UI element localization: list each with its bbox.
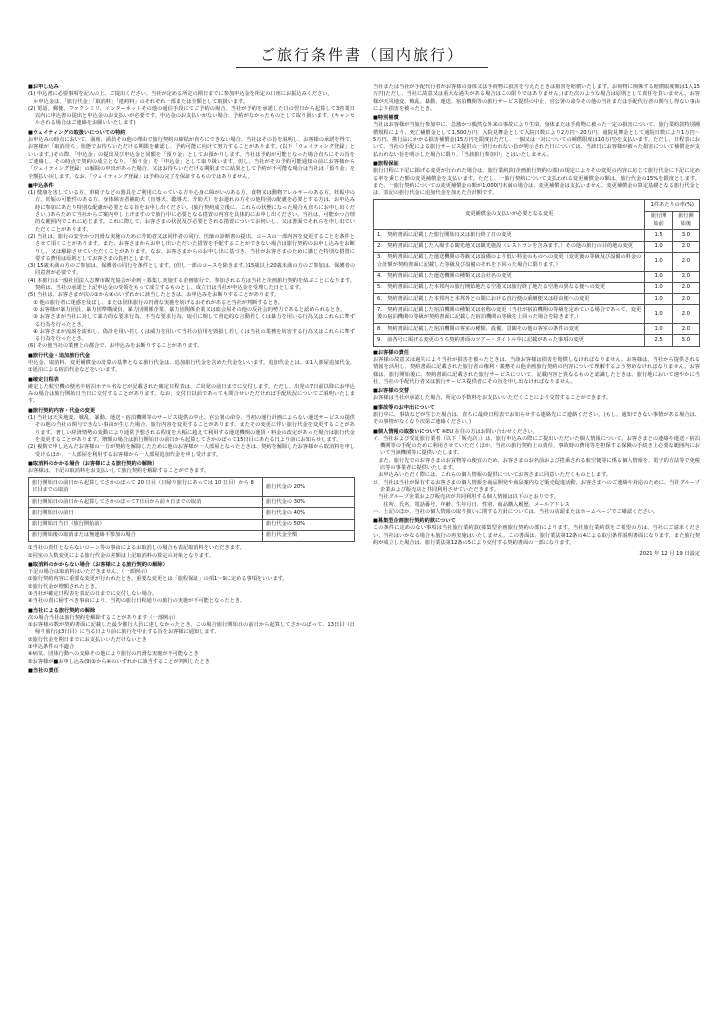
table-cell: 2.0 [672, 324, 699, 335]
table-cell: 1.0 [645, 324, 672, 335]
table-row [29, 508, 355, 519]
paragraph: ①お客様の数が契約書面に記載した最少催行人員に達しなかったとき。この場合旅行開始日の前日から起算してさかのぼって、13日目（日帰り旅行は3日目）に当る日より前に旅行を中止する旨をお客様に通知します。 [28, 622, 355, 636]
section-no-cancel-fee [28, 562, 355, 606]
heading-note: ※EU 在住の方はお問い合わせください。 [441, 428, 538, 435]
table-cell: 2.0 [672, 294, 699, 305]
table-cell: 1.5 [645, 230, 672, 241]
table-cell: 6. 契約書面に記載した本邦内と本邦外との間における直行便の乗継便又は経由便への変更 [374, 294, 645, 305]
table-header-row [374, 200, 700, 211]
paragraph: (2) 当社は、旅行の安全かつ円滑な実施のために介助者又は同伴者の同行、医師の診断書の提出、コースの一部内容を変更することを条件とさせて頂くことがあります。また、お客さまからお申し出いただいた措置を手配することができない場合は旅行契約のお申し込みをお断りし、又は解除させていただくことがあります。なお、お客さまからのお申し出に基づき、当社がお客さまのために講じた特別な措置に要する費用は原則としてお客さまの負担とします。 [28, 233, 355, 262]
table-cell: 1.0 [645, 252, 672, 271]
section-privacy [373, 429, 700, 517]
table-cell: 旅行開始日当日（旅行開始前） [29, 519, 263, 530]
table-row [374, 294, 700, 305]
paragraph: 下記の場合は取消料はいただきません。（一部例示） [28, 569, 151, 576]
table-cell: 1.0 [645, 294, 672, 305]
table-cell: 5. 契約書面に記載した本邦内の旅行開始地たる空港又は旅行終了地たる空港の異なる便への変更 [374, 282, 645, 293]
paragraph: ① 他の旅行者に迷惑を及ぼし、または団体旅行の円滑な実施を妨げるおそれがあると当社が判断するとき。 [28, 299, 284, 306]
table-cell: 2.0 [672, 252, 699, 271]
section-company-cancel [28, 608, 355, 666]
section-heading: ■ 特別補償 [373, 115, 700, 122]
table-cell: 旅行代金全額 [263, 530, 355, 541]
section-customer-responsibility [373, 350, 700, 386]
table-cell: 2.0 [672, 305, 699, 324]
paragraph: (2) 電話、郵便、ファクシミリ、インターネットその他の通信手段にてご予約の場合、当社が予約を承諾した日の翌日から起算して3営業日以内に申込書の提出と申込金のお支払いが必要です。申込金のお支払いがない場合、予約がなかったものとして取り扱います。(キャンセルされる場合はご連絡をお願いいたします) [28, 105, 355, 127]
section-heading: ■ 事故等のお申出について [373, 405, 700, 412]
paragraph: (2) 複数で申し込んだお客様の一方が契約を解除したために他のお客様が一人部屋となったときは、契約を解除したお客様から取消料を申し受けるほか、一人部屋を利用するお客様から一人部屋追加代金を申し受けます。 [28, 444, 355, 458]
section-responsibility-cont [373, 84, 700, 113]
title-bar [0, 44, 724, 68]
document-title: ご旅行条件書（国内旅行） [236, 44, 488, 68]
guarantee-table [373, 199, 700, 346]
section-heading: ■ 個人情報の取扱いについて [373, 429, 440, 435]
section-heading: ■ 取消料のかかる場合（お客様による旅行契約の解除） [28, 461, 355, 468]
table-cell: 旅行開始日の前日 [29, 508, 263, 519]
paragraph: ④病気、団体行動への支障その他により旅行の円滑な実施が不可能なとき [28, 651, 199, 658]
section-heading: ■ 旅行代金・追加旅行代金 [28, 353, 355, 360]
table-cell: 旅行開始日の前日から起算してさかのぼって7日目から前々日までの取消 [29, 497, 263, 508]
table-cell: 1.0 [645, 282, 672, 293]
section-heading: ■ ウェイティングの取扱いについての特約 [28, 130, 355, 137]
table-header: 変更補償金の支払いが必要となる変更 [374, 200, 645, 230]
paragraph: お申込みの時点において、満席、満員その他の理由で旅行契約の締結が直ちにできない場合、当社はその旨を説明し、お客様の承諾を得て、お客様が「取消待ち」状態でお待ちいただける期限を確認し、予約可能に向けて努力することがあります。(以下「ウェイティング登録」といいます。)その際、「申込金」の提出及び申込金と同額を「預り金」としてお預かりします。当社は予約が可能となった場合直ちにその旨をご連絡し、その時点で契約の成立となり、「預り金」を「申込金」として取り扱います。但し、当社がその予約可能通知の前にお客様から「ウェイティング登録」の解除の申出があった場合、又はお待ちいただける期限までに結果として予約が不可能な場合は当社は「預り金」を全額払い戻します。なお、「ウェイティング登録」は予約の完了を保証するものではありません。 [28, 137, 355, 180]
paragraph: 当社グループ企業および販売店が共同利用する個人情報は以下のとおりです。 [373, 494, 559, 501]
paragraph: ハ．上記のほか、当社の個人情報の取り扱いに関する方針については、当社の店頭またはホームページでご確認ください。 [373, 508, 659, 515]
table-row [374, 230, 700, 241]
paragraph: (6) その他当社の業務上の都合で、お申込みをお断りすることがあります。 [28, 343, 203, 350]
section-company-responsibility [28, 668, 355, 675]
table-cell: 旅行代金の 50% [263, 519, 355, 530]
paragraph: ②旅行代金が増額されたとき。 [28, 583, 100, 590]
left-column [28, 84, 355, 1006]
paragraph: 確定した航空機の便名や宿泊ホテル名などが記載された確定日程表は、ご出発の前日までに交付します。ただし、出発の7日前以降にお申込みの場合は旅行開始日当日に交付することがあります。なお、交付日以前であっても問合せいただければ手配状況についてご説明いたします。 [28, 383, 355, 405]
table-cell: 9. 前各号に掲げる変更のうち契約書面のツアー・タイトル中に記載があった事項の変更 [374, 335, 645, 346]
table-cell: 旅行代金の 30% [263, 497, 355, 508]
table-row [374, 305, 700, 324]
paragraph: ＊申込金は、「旅行代金」「取消料」「違約料」のそれぞれ一部または全額として取扱います。 [28, 98, 249, 105]
table-header: 旅行開始後 [672, 211, 699, 230]
section-itinerary-guarantee [373, 161, 700, 347]
paragraph: 旅行日程に下記に掲げる変更が行われた場合は、旅行業約款(企画旅行契約の部)の規定によりその変更の内容に応じて旅行代金に下記に定める率を乗じた額の変更補償金を支払います。ただし、一旅行契約について支払われる変更補償金の額は、旅行代金の15%を限度とします。また、一旅行契約についての変更補償金の額が1,000円未満の場合は、変更補償金は支払いません。変更補償金の算定基礎となる旅行代金とは、表記の旅行代金に追加代金を加えた合計額です。 [373, 168, 700, 197]
paragraph: お客様は当社が承認した場合、所定の手数料をお支払いいただくことにより交替することができます。 [373, 395, 612, 402]
table-cell: 旅行代金の 20% [263, 478, 355, 497]
section-heading: ■ 当社による旅行契約の解除 [28, 608, 355, 615]
section-contract-change [28, 408, 355, 459]
table-cell: 1.0 [645, 305, 672, 324]
paragraph: ⑤お客様が■お申し込み(9)①から④のいずれかに該当することが判明したとき [28, 658, 210, 665]
table-row [374, 271, 700, 282]
table-row [29, 519, 355, 530]
section-final-itinerary [28, 377, 355, 406]
paragraph: また、旅行先でのお客さまのお買物等の便宜のため、お客さまのお名前および搭乗される航空便等に係る個人情報を、電子的方法等で免税店等の事業者に提供いたします。 [373, 457, 700, 472]
section-heading: ■ 募集型企画旅行契約約款について [373, 518, 700, 525]
paragraph: お客様は、下記の取消料をお支払いして旅行契約を解除することができます。 [28, 468, 210, 475]
section-waiting [28, 130, 355, 181]
table-cell: 2. 契約書面に記載した入場する観光地又は観光施設（レストランを含みます。）その他の旅行の目的地の変更 [374, 241, 645, 252]
section-cancel-fees [28, 461, 355, 560]
table-row [374, 241, 700, 252]
section-conditions [28, 183, 355, 351]
paragraph: 旅行中に、事故などが生じた場合は、直ちに最終日程表でお知らせする連絡先にご連絡ください。(もし、通知できない事情がある場合は、その事情がなくなり次第ご連絡ください。) [373, 411, 700, 426]
paragraph: (1) 当社は天災地変、戦乱、暴動、運送・宿泊機関等のサービス提供の中止、官公署の命令、当初の運行計画によらない運送サービスの提供その他の当社の関与できない事由が生じた場合、旅行内容を変更することがあります。またその変更に伴い旅行代金を変更することがあります。著しい経済情勢の変動により通常予想される程度を大幅に超えて利用する運送機関の運賃・料金の改定があった場合は旅行代金を変更することがあります。増額の場合は旅行開始日の前日から起算してさかのぼって15日目にあたる日より前にお知らせします。 [28, 415, 355, 443]
paragraph: (3) 15歳未満の方のご参加は、保護者の同行を条件とします。(但し一部のコースを除きます。)15歳以上20歳未満の方のご参加は、保護者の同意書が必要です。 [28, 263, 355, 277]
section-special-compensation [373, 115, 700, 159]
section-heading: ■ 取消料のかからない場合（お客様による旅行契約の解除） [28, 562, 355, 569]
paragraph: 当社はお客様が当旅行参加中に、急激かつ偶然な外来の事故により生命、身体または手荷物に被った一定の損害について、旅行業約款特別補償規程により、死亡補償金として1,500万円、入院見舞金として入院日数により2万円～20万円、通院見舞金として通院日数により1万円～5万円、携行品にかかる損害補償金(15万円を限度)(ただし、一個又は一対についての補償限度は10万円)を支払います。ただし、日程表において、当社の手配による旅行サービス提供の一切行われない旨が明示された日については、当該日にお客様が被った損害について補償金が支払われない旨を明示した場合に限り、「当該旅行参加中」とはいたしません。 [373, 122, 700, 158]
paragraph: 住所、氏名、電話番号、年齢、生年月日、性別、商品購入履歴、メールアドレス [373, 501, 570, 508]
table-cell: 2.0 [672, 241, 699, 252]
section-terms [373, 518, 700, 547]
document-body [28, 84, 700, 1006]
paragraph: 次の場合当社は旅行契約を解除することがあります（一部例示） [28, 614, 179, 621]
table-cell: 3. 契約書面に記載した運送機関の等級又は設備のより低い料金のものへの変更（変更後の等級及び設備の料金の合計額が契約書面に記載した等級及び設備のそれを下回った場合に限ります。） [374, 252, 645, 271]
section-heading: ■ 旅行契約内容・代金の変更 [28, 408, 355, 415]
paragraph: お申込みいただく際には、これらの個人情報の提供についてお客さまに同意いただくものとします。 [373, 472, 612, 479]
table-row [374, 282, 700, 293]
established-date: 2021 年 12 月 19 日設定 [639, 551, 700, 558]
table-row [29, 530, 355, 541]
table-cell: 3.0 [672, 230, 699, 241]
paragraph: ④当社の責に帰すべき事由により、当初の旅行日程通りの旅行の実施が不可能となったとき。 [28, 598, 246, 605]
paragraph: (1) 申込書に必要事項を記入の上、ご提出ください。当社が定める所定の期日までに参加申込金を所定の口座にお振込みください。 [28, 91, 333, 98]
table-cell: 2.0 [672, 282, 699, 293]
section-price [28, 353, 355, 375]
right-column [373, 84, 700, 1006]
table-cell: 1. 契約書面に記載した旅行開始日又は旅行終了日の変更 [374, 230, 645, 241]
paragraph: イ．当社および受託旅行業者（以下「販売店」）は、旅行申込みの際にご提出いただいた個人情報について、お客さまとの連絡や運送・宿泊機関等の手配のために利用させていただくほか、当社の旅行契約上の責任、事故時の費用等を担保する保険の手続き上必要な範囲内において当該機関等に提供いたします。 [373, 435, 700, 457]
table-cell: 2.5 [645, 335, 672, 346]
table-header: 1件あたりの率(%) [645, 200, 700, 211]
section-heading: ■ お申し込み [28, 84, 355, 91]
table-row [374, 335, 700, 346]
section-application [28, 84, 355, 128]
section-heading: ■ お客様の交替 [373, 388, 700, 395]
section-heading: ■ 当社の責任 [28, 668, 355, 675]
paragraph: (5) 当社は、お客さまが次の①から④のいずれかに該当したときは、お申込みをお断りすることがあります。 [28, 292, 280, 299]
paragraph: ②旅行代金を期日までにお支払いいただけないとき [28, 636, 147, 643]
paragraph: ④ お客さまが流説を流布し、偽計を用い若しくは威力を用いて当社の信用を毀損し若しくは当社の業務を妨害する行為又はこれらに準ずる行為を行ったとき。 [28, 328, 355, 343]
section-heading: ■ 確定日程表 [28, 377, 355, 384]
table-cell: 8. 契約書面に記載した宿泊機関の客室の種類、設備、景観その他の客室の条件の変更 [374, 324, 645, 335]
table-cell: 4. 契約書面に記載した運送機関の種類又は会社名の変更 [374, 271, 645, 282]
paragraph: お客様の故意又は過失により当社が損害を被ったときは、当該お客様は損害を賠償しなければなりません。お客様は、当社から提供される情報を活用し、契約書面に記載された旅行者の権利・義務その他企画旅行契約の内容について理解するよう努めなければなりません。お客様は、旅行開始後に、契約書面に記載された旅行サービスについて、記載内容と異なるものと認識したときは、旅行地において速やかに当社、当社の手配代行者又は旅行サービス提供者にその旨を申し出なければなりません。 [373, 356, 700, 385]
section-heading: ■ 申込条件 [28, 183, 355, 190]
paragraph: (4) 本旅行は一般社団法人志摩市観光協会が企画・募集し実施する企画旅行で、参加される方は当社と企画旅行契約を結ぶことになります。契約は、当社の承諾と上記申込金の受領をもって成立するものとし、成立日は当社が申込金を受理した日とします。 [28, 277, 355, 292]
table-row [374, 324, 700, 335]
paragraph: ③当社が確定日程表を表記の日までに交付しない場合。 [28, 591, 158, 597]
table-cell: 1.0 [645, 271, 672, 282]
cancel-fee-table [28, 477, 355, 542]
table-row [374, 252, 700, 271]
section-accident-report [373, 405, 700, 427]
table-cell: 5.0 [672, 335, 699, 346]
paragraph: ①当社の責任とならないローン等の事由によるお取消しの場合も表記取消料をいただきます。 [28, 545, 245, 552]
paragraph: 当社または当社が手配代行者がお客様の身体又は手荷物に損害を与えたときは損害を賠償いたします。お荷物に関係する賠償限度額は1人15万円(ただし、当社に故意又は重大な過失がある場合はこの限りではありません。)また次のような場合は原則として責任を負いません。お客様が天災地変、戦乱、暴動、運送、宿泊機関等の旅行サービス提供の中止、官公署の命令その他の当社または手配代行者の関与し得ない事由により損害を被ったとき。 [373, 84, 700, 112]
table-cell: 2.0 [672, 271, 699, 282]
table-cell: 旅行開始後の取消または無連絡不参加の場合 [29, 530, 263, 541]
table-row [29, 478, 355, 497]
paragraph: この条件に定めのない事項は当社旅行業約款(募集型企画旅行契約の部)によります。当社旅行業約款をご希望の方は、当社にご請求ください。当社はいかなる場合も旅行の再実施はいたしません。この書面は、旅行業法第12条の4による取引条件説明書面になります。また旅行契約が成立した場合は、旅行業法第12条の5により交付する契約書面の一部になります。 [373, 525, 700, 547]
table-cell: 旅行開始日の前日から起算してさかのぼって 20 日目（日帰り旅行にあっては 10 日目）から 8 日目までの取消 [29, 478, 263, 497]
section-heading: ■ 旅程保証 [373, 161, 700, 168]
paragraph: ③申込条件の不適合 [28, 644, 75, 651]
paragraph: ②同室の人数変更による旅行代金の差額は上記取消料の算定の対象となります。 [28, 552, 214, 559]
paragraph: (1) 健康を害している方、車椅子などの器具をご利用になっている方や心身に障がいのある方、食物又は動物アレルギーのある方、妊娠中の方、妊娠の可能性のある方、身体障害者補助犬（盲導犬、聴導犬、介助犬）をお連れの方その他特別の配慮を必要とする方は、お申込み時に参加にあたり特別な配慮が必要となる旨をお申し出ください。(旅行契約成立後に、これらの状態になった場合も直ちにお申し出ください。)あらためて当社からご案内申し上げますので旅行中に必要となる措置の内容を具体的にお申し出ください。当社は、可能かつ合理的な範囲内でこれに応じます。これに際して、お客さまの状況及び必要とされる措置についてお伺いし、又は書面でそれらを申し出ていただくことがあります。 [28, 190, 355, 233]
paragraph: ② お客様が暴力団員、暴力団準構成員、暴力団関係企業、暴力団関係企業又は総会屋その他の反社会的勢力であると認められるとき。 [28, 306, 346, 313]
table-row [29, 497, 355, 508]
table-cell: 7. 契約書面に記載した宿泊機関の種類又は名称の変更（当社が宿泊機関の等級を定めている場合であって、変更後の宿泊機関の等級が契約書面に記載した宿泊機関の等級を上回った場合を除きます。） [374, 305, 645, 324]
table-header: 旅行開始前 [645, 211, 672, 230]
paragraph: ロ．当社は当社が保有するお客さまの個人情報を商品開発や商品案内など販売促進活動、お客さまへのご連絡や対応のために、当社グループ企業および販売店と共同利用させていただきます。 [373, 479, 700, 493]
table-cell: 旅行代金の 40% [263, 508, 355, 519]
paragraph: ①旅行契約内容に重要な変更が行われたとき。重要な変更とは「旅程保証」の項1～9に定める事項をいいます。 [28, 576, 288, 583]
paragraph: 申込金、取消料、変更補償金の計算の基準となる旅行代金は、追加旅行代金を含めた代金をいいます。追加代金とは、①1人部屋追加代金、②延泊による宿泊代金などをいいます。 [28, 359, 355, 374]
paragraph: ③ お客さまが当社に対して暴力的な要求行為、不当な要求行為、取引に関して脅迫的な言動若しくは暴力を用いる行為又はこれらに準ずる行為を行ったとき。 [28, 314, 355, 328]
section-heading: ■ お客様の責任 [373, 350, 700, 357]
table-cell: 1.0 [645, 241, 672, 252]
section-customer-replacement [373, 388, 700, 403]
